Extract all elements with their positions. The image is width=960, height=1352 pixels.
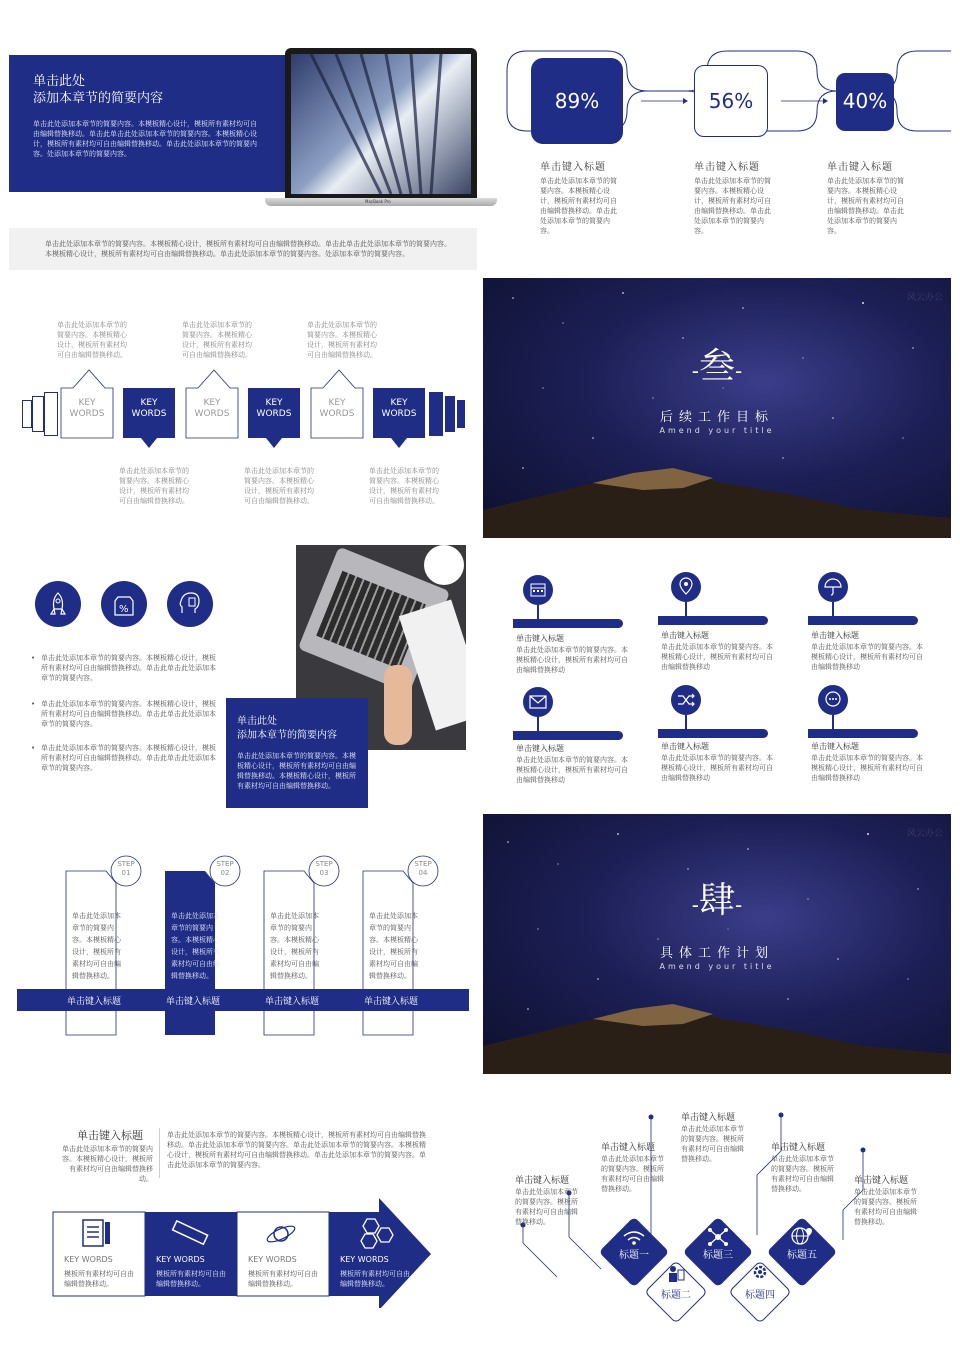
slide-5 <box>9 545 477 810</box>
label-4: 标题四 <box>745 1290 775 1301</box>
watermark-2: 风云办公 <box>906 829 943 839</box>
person-doc-icon <box>666 1264 686 1284</box>
stage-2-percent: 56% <box>708 89 754 113</box>
chapter-numeral-text: 叁 <box>698 346 735 387</box>
stack-right-3 <box>457 400 465 428</box>
chapter-numeral-2-text: 肆 <box>698 880 735 921</box>
branch-3-title: 单击键入标题 <box>681 1113 736 1123</box>
step-2-text: 单击此处添加本章节的简要内容。本模板精心设计，模板所有素材均可自由编辑替换移动。 <box>171 912 220 980</box>
block-2-kw: KEY WORDS <box>156 1255 205 1264</box>
mail-icon <box>523 687 553 717</box>
feature-2-title: 单击键入标题 <box>661 631 709 640</box>
block-1-text: 模板所有素材均可自由编辑替换移动。 <box>64 1270 134 1288</box>
feature-6-text: 单击此处添加本章节的简要内容。本模板精心设计，模板所有素材均可自由编辑替换移动 <box>811 754 923 782</box>
block-4-kw: KEY WORDS <box>340 1255 389 1264</box>
step-1-badge: STEP 01 <box>117 860 135 877</box>
intro-title-line2: 添加本章节的简要内容 <box>33 91 164 106</box>
bullet-1: • 单击此处添加本章节的简要内容。本模板精心设计，模板所有素材均可自由编辑替换移动。单击此单击此处添加本章节的简要内容。 <box>31 654 216 682</box>
chapter-numeral: -叁- <box>691 346 743 387</box>
block-1-kw: KEY WORDS <box>64 1255 113 1264</box>
block-3-text: 模板所有素材均可自由编辑替换移动。 <box>248 1270 318 1288</box>
section-title: 单击键入标题 <box>77 1129 143 1142</box>
kw-box-4: KEY WORDS <box>256 398 292 419</box>
shuffle-icon <box>671 685 701 715</box>
watermark: 风云办公 <box>906 293 943 303</box>
chapter-title: 后续工作目标 <box>659 410 774 425</box>
feature-4-text: 单击此处添加本章节的简要内容。本模板精心设计，模板所有素材均可自由编辑替换移动 <box>516 756 628 784</box>
step-1-text: 单击此处添加本章节的简要内容。本模板精心设计，模板所有素材均可自由编辑替换移动。 <box>72 912 121 980</box>
branch-3-text: 单击此处添加本章节的简要内容。模板所有素材均可自由编辑替换移动。 <box>681 1125 744 1163</box>
step-3-text: 单击此处添加本章节的简要内容。本模板精心设计，模板所有素材均可自由编辑替换移动。 <box>270 912 319 980</box>
calendar-icon <box>523 575 553 605</box>
stage-2-text: 单击此处添加本章节的简要内容。本模板精心设计，模板所有素材均可自由编辑替换移动。单击此处添加本章节的简要内容。 <box>694 177 771 235</box>
icon-circle-head <box>167 581 213 627</box>
step-4-badge: STEP 04 <box>414 860 432 877</box>
document-icon <box>79 1216 119 1252</box>
laptop-label: MacBook Pro <box>365 199 391 204</box>
slide-6 <box>483 545 951 810</box>
intro-body: 单击此处添加本章节的简要内容。本模板精心设计，模板所有素材均可自由编辑替换移动。单击此单击此处添加本章节的简要内容。本模板精心设计，模板所有素材均可自由编辑替换移动。单击此处添加本章节的简要内容。处添加本章节的简要内容。 <box>33 120 257 158</box>
section-left-text: 单击此处添加本章节的简要内容。本模板精心设计，模板所有素材均可自由编辑替换移动。 <box>62 1145 153 1183</box>
planet-icon <box>261 1216 301 1252</box>
branch-5-text: 单击此处添加本章节的简要内容。模板所有素材均可自由编辑替换移动。 <box>854 1188 917 1226</box>
block-2-text: 模板所有素材均可自由编辑替换移动。 <box>156 1270 226 1288</box>
branch-2-title: 单击键入标题 <box>601 1143 656 1153</box>
feature-6-title: 单击键入标题 <box>811 742 859 751</box>
feature-3-text: 单击此处添加本章节的简要内容。本模板精心设计，模板所有素材均可自由编辑替换移动 <box>811 643 923 671</box>
kw-box-3: KEY WORDS <box>194 398 230 419</box>
intro-title <box>33 73 163 107</box>
label-3: 标题三 <box>703 1250 733 1261</box>
feature-3-title: 单击键入标题 <box>811 631 859 640</box>
stage-1-text: 单击此处添加本章节的简要内容。本模板精心设计，模板所有素材均可自由编辑替换移动。单击此处添加本章节的简要内容。 <box>540 177 617 235</box>
stack-right-2 <box>445 396 455 432</box>
step-3-badge: STEP 03 <box>315 860 333 877</box>
kw-box-1: KEY WORDS <box>69 398 105 419</box>
bottom-text-1: 单击此处添加本章节的简要内容。本模板精心设计，模板所有素材均可自由编辑替换移动。 <box>119 467 189 505</box>
label-2: 标题二 <box>661 1290 691 1301</box>
coffee-cup <box>424 545 464 585</box>
slide-7 <box>9 815 477 1075</box>
ruler-icon <box>171 1216 211 1252</box>
branch-5-title: 单击键入标题 <box>854 1176 909 1186</box>
wifi-icon <box>622 1230 646 1246</box>
overlay-card-text: 单击此处添加本章节的简要内容。本模板精心设计，模板所有素材均可自由编辑替换移动。本模板精心设计，模板所有素材均可自由编辑替换移动。 <box>237 752 356 790</box>
branch-2-text: 单击此处添加本章节的简要内容。模板所有素材均可自由编辑替换移动。 <box>601 1155 664 1193</box>
network-nodes-icon <box>706 1226 730 1248</box>
top-text-2: 单击此处添加本章节的简要内容。本模板精心设计，模板所有素材均可自由编辑替换移动。 <box>182 321 252 359</box>
feature-5-text: 单击此处添加本章节的简要内容。本模板精心设计，模板所有素材均可自由编辑替换移动 <box>661 754 773 782</box>
icon-circle-percent <box>101 581 147 627</box>
step-3-label: 单击键入标题 <box>265 997 320 1007</box>
library-photo <box>291 54 471 194</box>
label-5: 标题五 <box>787 1250 817 1261</box>
summary-band-text: 单击此处添加本章节的简要内容。本模板精心设计，模板所有素材均可自由编辑替换移动。单击此单击此处添加本章节的简要内容。本模板精心设计，模板所有素材均可自由编辑替换移动。单击此处添加本章节的简要内容。处添加本章节的简要内容。 <box>45 240 451 258</box>
chapter-subtitle: Amend your title <box>659 426 775 435</box>
branch-4-title: 单击键入标题 <box>771 1143 826 1153</box>
slide-1 <box>9 45 477 273</box>
section-right-text: 单击此处添加本章节的简要内容。本模板精心设计，模板所有素材均可自由编辑替换移动。单击此处添加本章节的简要内容。单击此处添加本章节的简要内容。本模板精心设计，模板所有素材均可自由编辑替换移动。单击此处添加本章节的简要内容。单击此处添加本章节的简要内容。 <box>167 1131 426 1169</box>
rocket-icon <box>35 581 81 627</box>
hexagon-network-icon <box>355 1214 395 1250</box>
slide-4-night-sky <box>483 278 951 538</box>
label-1: 标题一 <box>619 1250 649 1261</box>
block-3-kw: KEY WORDS <box>248 1255 297 1264</box>
head-idea-icon <box>167 581 213 627</box>
slide-3 <box>9 280 477 540</box>
step-4-label: 单击键入标题 <box>364 997 419 1007</box>
slide-2 <box>483 45 951 273</box>
icon-circle-rocket <box>35 581 81 627</box>
feature-1-title: 单击键入标题 <box>516 634 564 643</box>
gear-icon <box>749 1262 771 1282</box>
feature-4-title: 单击键入标题 <box>516 744 564 753</box>
branch-1-text: 单击此处添加本章节的简要内容。模板所有素材均可自由编辑替换移动。 <box>515 1188 578 1226</box>
top-text-3: 单击此处添加本章节的简要内容。本模板精心设计，模板所有素材均可自由编辑替换移动。 <box>307 321 377 359</box>
chapter-subtitle-2: Amend your title <box>659 962 775 971</box>
divider <box>159 1128 160 1178</box>
stage-2-title: 单击键入标题 <box>694 162 760 173</box>
intro-title-line1: 单击此处 <box>33 74 86 89</box>
umbrella-icon <box>818 572 848 602</box>
globe-pin-icon <box>790 1225 814 1247</box>
step-1-label: 单击键入标题 <box>67 997 122 1007</box>
step-2-badge: STEP 02 <box>216 860 234 877</box>
slide-10 <box>483 1080 951 1345</box>
chapter-numeral-2: -肆- <box>691 880 743 921</box>
stage-1-title: 单击键入标题 <box>540 162 606 173</box>
svg-text:%: % <box>119 604 129 615</box>
slide-8-night-sky <box>483 814 951 1074</box>
laptop-image <box>285 48 477 212</box>
kw-box-2: KEY WORDS <box>131 398 167 419</box>
step-2-label: 单击键入标题 <box>166 997 221 1007</box>
hand <box>384 665 412 745</box>
step-4-text: 单击此处添加本章节的简要内容。本模板精心设计，模板所有素材均可自由编辑替换移动。 <box>369 912 418 980</box>
chat-bubble-icon <box>818 685 848 715</box>
percent-tag-icon <box>101 581 147 627</box>
kw-box-5: KEY WORDS <box>319 398 355 419</box>
stage-3-text: 单击此处添加本章节的简要内容。本模板精心设计，模板所有素材均可自由编辑替换移动。单击此处添加本章节的简要内容。 <box>827 177 904 235</box>
feature-2-text: 单击此处添加本章节的简要内容。本模板精心设计，模板所有素材均可自由编辑替换移动 <box>661 643 773 671</box>
branch-4-text: 单击此处添加本章节的简要内容。模板所有素材均可自由编辑替换移动。 <box>771 1155 834 1193</box>
feature-5-title: 单击键入标题 <box>661 742 709 751</box>
stage-3-percent: 40% <box>842 89 888 113</box>
stage-3-title: 单击键入标题 <box>827 162 893 173</box>
bookshelf-lines <box>291 54 471 194</box>
feature-1-text: 单击此处添加本章节的简要内容。本模板精心设计，模板所有素材均可自由编辑替换移动 <box>516 646 628 674</box>
bottom-text-2: 单击此处添加本章节的简要内容。本模板精心设计，模板所有素材均可自由编辑替换移动。 <box>244 467 314 505</box>
stage-1-percent: 89% <box>554 89 600 113</box>
keyword-arrow-art <box>9 1198 477 1308</box>
chapter-title-2: 具体工作计划 <box>659 946 774 961</box>
block-4-text: 模板所有素材均可自由编辑替换移动。 <box>340 1270 410 1288</box>
kw-box-6: KEY WORDS <box>381 398 417 419</box>
location-pin-icon <box>671 572 701 602</box>
stack-right-1 <box>429 392 443 436</box>
slide-9 <box>9 1080 477 1345</box>
top-text-1: 单击此处添加本章节的简要内容。本模板精心设计，模板所有素材均可自由编辑替换移动。 <box>57 321 127 359</box>
bullet-2: • 单击此处添加本章节的简要内容。本模板精心设计，模板所有素材均可自由编辑替换移动。单击此单击此处添加本章节的简要内容。 <box>31 700 216 728</box>
branch-1-title: 单击键入标题 <box>515 1176 570 1186</box>
bottom-text-3: 单击此处添加本章节的简要内容。本模板精心设计，模板所有素材均可自由编辑替换移动。 <box>369 467 439 505</box>
bullet-3: • 单击此处添加本章节的简要内容。本模板精心设计，模板所有素材均可自由编辑替换移动。单击此单击此处添加本章节的简要内容。 <box>31 744 216 772</box>
overlay-card-title: 单击此处 添加本章节的简要内容 <box>237 716 337 741</box>
